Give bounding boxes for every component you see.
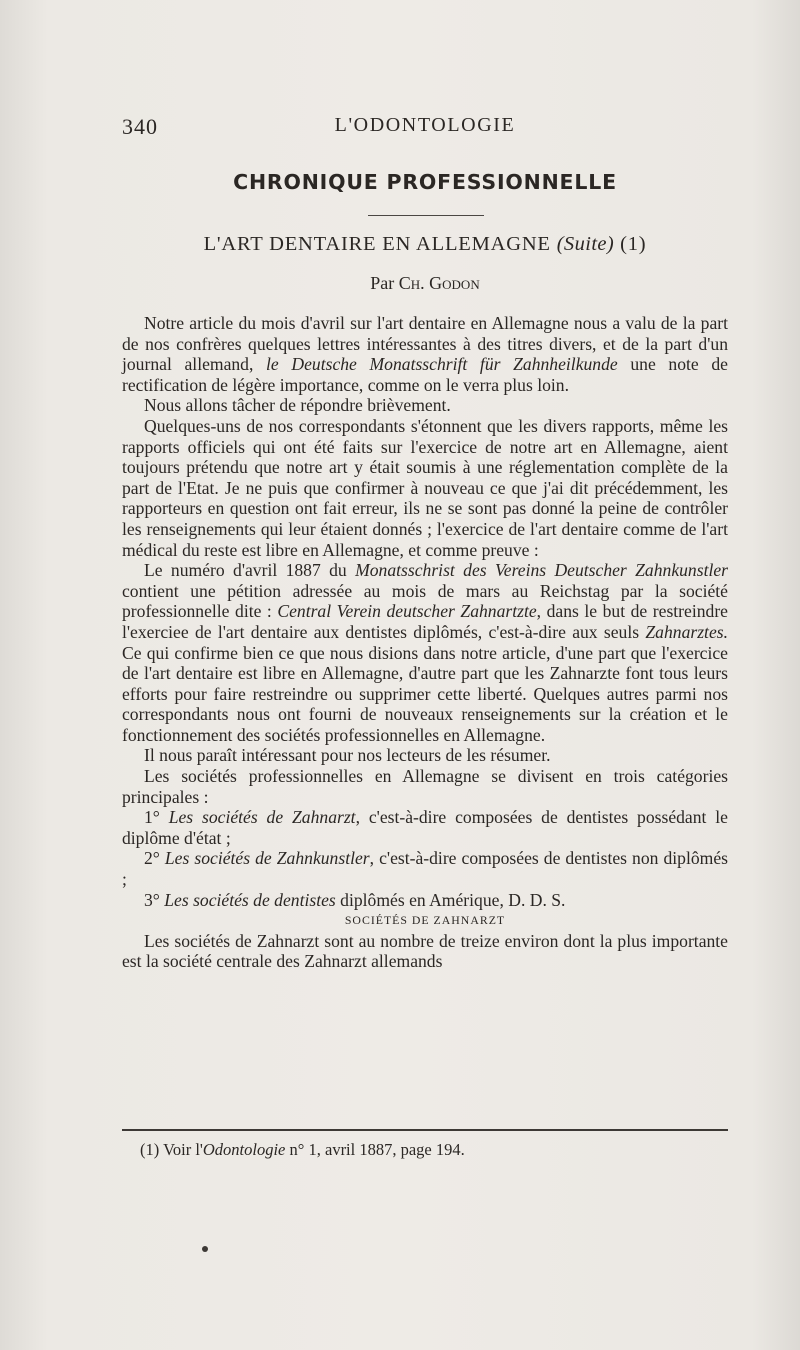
paragraph-text: Le numéro d'avril 1887 du <box>144 560 356 581</box>
list-item <box>122 848 728 889</box>
footnote-text: Voir l' <box>163 1140 203 1159</box>
paragraph: Il nous paraît intéressant pour nos lecteurs de les résumer. <box>144 745 551 766</box>
footnote-reference: (1) <box>620 233 647 255</box>
list-number: 1° <box>144 807 160 828</box>
list-item-text: , c'est-à-dire composées de dentistes non diplômés ; <box>122 848 728 890</box>
byline <box>122 273 728 294</box>
paragraph: Quelques-uns de nos correspondants s'étonnent que les divers rapports, même les rapports officiels qui ont été faits sur l'exercice de notre art en Allemagne, aient toujours prétendu que notre art y était soumis à une réglementation complète de la part de l'Etat. Je ne puis que confirmer à nouveau ce que j'ai dit précédemment, les rapporteurs en question ont fait erreur, ils ne se sont pas donné la peine de contrôler les renseignements qui leur étaient donnés ; l'exercice de l'art dentaire comme de l'art médical du reste est libre en Allemagne, et comme preuve : <box>122 415 728 560</box>
list-item-title: Les sociétés de dentistes <box>164 889 336 910</box>
paragraph-text: une note de rectification de légère importance, comme on le verra plus loin. <box>122 354 728 395</box>
article-title <box>122 233 728 256</box>
list-item-title: Les sociétés de Zahnarzt <box>168 807 356 828</box>
list-item <box>122 807 728 848</box>
footnote-divider <box>122 1129 728 1131</box>
paragraph-text: Notre article du mois d'avril sur l'art dentaire en Allemagne nous a valu de la part de nos confrères quelques lettres intéressantes à des titres divers, et de la part d'un journal allemand, <box>122 313 728 375</box>
society-name: Central Verein deutscher Zahnartzte <box>277 601 537 622</box>
paragraph: Les sociétés de Zahnarzt sont au nombre de treize environ dont la plus importante est la société centrale des Zahnarzt allemands <box>122 930 728 972</box>
journal-name: le Deutsche Monatsschrift für Zahnheilkunde <box>266 354 618 375</box>
footnote <box>140 1140 465 1160</box>
footnote-text: n° 1, avril 1887, page 194. <box>285 1140 465 1159</box>
paragraph-text: Ce qui confirme bien ce que nous disions dans notre article, d'une part que l'exercice de l'art dentaire est libre en Allemagne, d'autre part que les Zahnarzte font tous leurs efforts pour faire restreindre ou supprimer cette liberté. Quelques autres parmi nos correspondants nous ont fourni de nouveaux renseignements sur la création et le fonctionnement des sociétés professionnelles en Allemagne. <box>122 642 728 745</box>
journal-name: Monatsschrist des Vereins Deutscher Zahnkunstler <box>355 560 728 581</box>
article-title-suite: (Suite) <box>556 233 615 255</box>
footnote-marker: (1) <box>140 1140 160 1159</box>
paragraph <box>122 560 728 745</box>
list-item-text: , c'est-à-dire composées de dentistes possédant le diplôme d'état ; <box>122 807 728 848</box>
paragraph-text: contient une pétition adressée au mois de mars au Reichstag par la société professionnelle dite : <box>122 580 728 622</box>
paragraph: Les sociétés professionnelles en Allemagne se divisent en trois catégories principales : <box>122 766 728 807</box>
journal-title: L'ODONTOLOGIE <box>334 114 516 136</box>
list-item-text: diplômés en Amérique, D. D. S. <box>335 889 566 910</box>
page-number: 340 <box>122 114 158 139</box>
list-item-title: Les sociétés de Zahnkunstler <box>164 848 370 869</box>
section-title: CHRONIQUE PROFESSIONNELLE <box>233 170 617 194</box>
paragraph-text: , dans le but de restreindre l'exerciee de l'art dentaire aux dentistes diplômés, c'est-à-dire aux seuls <box>122 601 728 642</box>
journal-name: Odontologie <box>202 1140 286 1159</box>
article-title-main: L'ART DENTAIRE EN ALLEMAGNE <box>203 233 551 255</box>
italic-term: Zahnarztes. <box>645 621 728 642</box>
list-number: 2° <box>144 848 160 869</box>
ink-speck <box>202 1246 208 1252</box>
article-body <box>122 313 728 972</box>
byline-author: Ch. Godon <box>398 273 480 293</box>
list-item <box>122 890 728 911</box>
list-number: 3° <box>144 889 160 910</box>
subheading: SOCIÉTÉS DE ZAHNARZT <box>344 913 506 928</box>
paragraph <box>122 313 728 395</box>
section-divider <box>368 215 484 216</box>
paragraph: Nous allons tâcher de répondre brièvement. <box>144 395 451 416</box>
byline-prefix: Par <box>370 273 395 293</box>
running-header <box>122 114 728 144</box>
